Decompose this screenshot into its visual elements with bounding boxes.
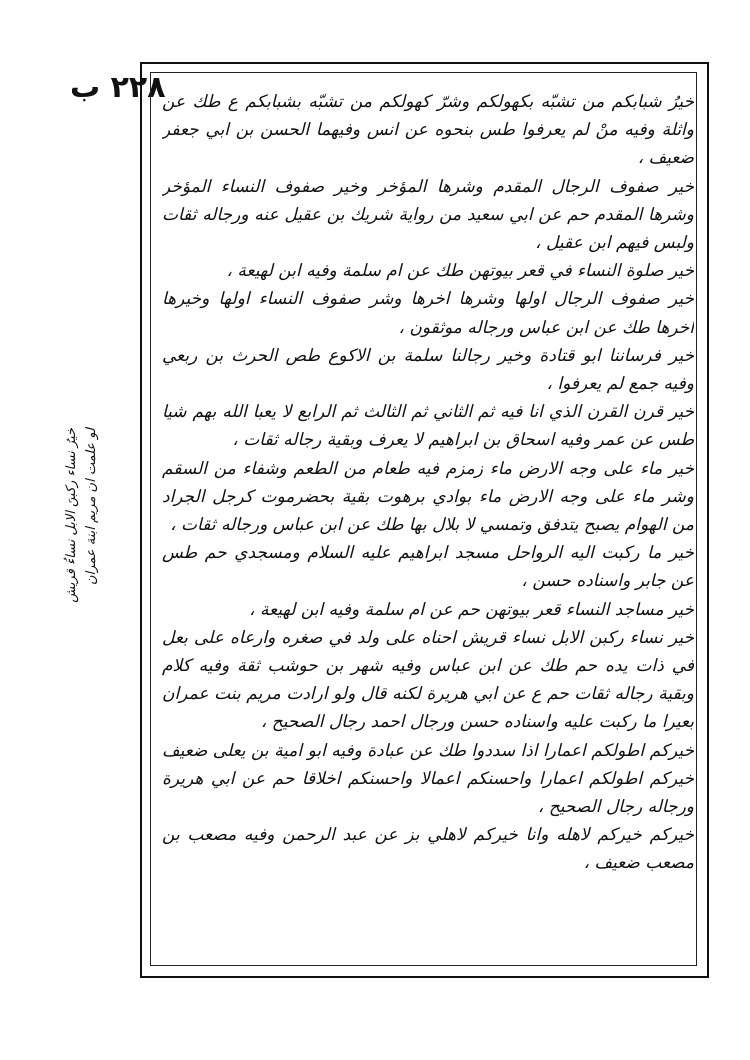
margin-note: [62, 428, 102, 628]
hadith-entry: خيركم خيركم لاهله وانا خيركم لاهلي بز عن عبد الرحمن وفيه مصعب بن مصعب ضعيف ،: [162, 825, 694, 874]
hadith-entry: خير قرن القرن الذي انا فيه ثم الثاني ثم الثالث ثم الرابع لا يعبا الله بهم شيا طس عن عمر وفيه اسحاق بن ابراهيم لا يعرف وبقية رجاله ثقات ،: [162, 402, 694, 451]
hadith-entry: خير صفوف الرجال المقدم وشرها المؤخر وخير صفوف النساء المؤخر وشرها المقدم حم عن ابي سعيد من رواية شريك بن عقيل عنه ورجاله ثقات ولبس فيهم ابن عقيل ،: [162, 176, 694, 254]
hadith-entry: خير ماء على وجه الارض ماء زمزم فيه طعام من الطعم وشفاء من السقم وشر ماء على وجه الارض ماء بوادي برهوت بقية بحضرموت كرجل الجراد من الهوام يصبح يتدفق وتمسي لا بلال بها طك عن ابن عباس ورجاله ثقات ،: [162, 458, 694, 536]
margin-note-line: لو علمت ان مريم ابنة عمران: [84, 428, 99, 585]
hadith-entry: خير مساجد النساء قعر بيوتهن حم عن ام سلمة وفيه ابن لهيعة ،: [249, 599, 694, 620]
body-text: [162, 88, 694, 958]
page-number: ٢٢٨ ب: [70, 70, 166, 105]
hadith-entry: خير نساء ركبن الابل نساء قريش احناه على ولد في صغره وارعاه على بعل في ذات يده حم طك عن ابن عباس وفيه شهر بن حوشب ثقة وفيه كلام وبقية رجاله ثقات حم ع عن ابي هريرة لكنه قال ولو ارادت مريم بنت عمران بعيرا ما ركبت عليه واسناده حسن ورجال احمد رجال الصحيح ،: [162, 627, 694, 733]
hadith-entry: خيرُ شبابكم من تشبّه بكهولكم وشرّ كهولكم من تشبّه بشبابكم ع طك عن واثلة وفيه منْ لم يعرفوا طس بنحوه عن انس وفيهما الحسن بن ابي جعفر ضعيف ،: [162, 92, 694, 169]
hadith-entry: خير صفوف الرجال اولها وشرها اخرها وشر صفوف النساء اولها وخيرها اخرها طك عن ابن عباس ورجاله موثقون ،: [162, 289, 694, 338]
hadith-entry: خير صلوة النساء في قعر بيوتهن طك عن ام سلمة وفيه ابن لهيعة ،: [226, 261, 694, 282]
margin-note-line: خيرُ نساء ركبنَ الابل نساءُ قريش: [64, 428, 79, 603]
hadith-entry: خير ما ركبت اليه الرواحل مسجد ابراهيم عليه السلام ومسجدي حم طس عن جابر واسناده حسن ،: [162, 543, 694, 592]
hadith-entry: خيركم اطولكم اعمارا اذا سددوا طك عن عبادة وفيه ابو امية بن يعلى ضعيف خيركم اطولكم اعمارا واحسنكم اعمالا واحسنكم اخلاقا حم عن ابي هريرة ورجاله رجال الصحيح ،: [162, 740, 694, 818]
hadith-entry: خير فرساننا ابو قتادة وخير رجالنا سلمة بن الاكوع طص الحرث بن ربعي وفيه جمع لم يعرفوا ،: [162, 345, 694, 395]
